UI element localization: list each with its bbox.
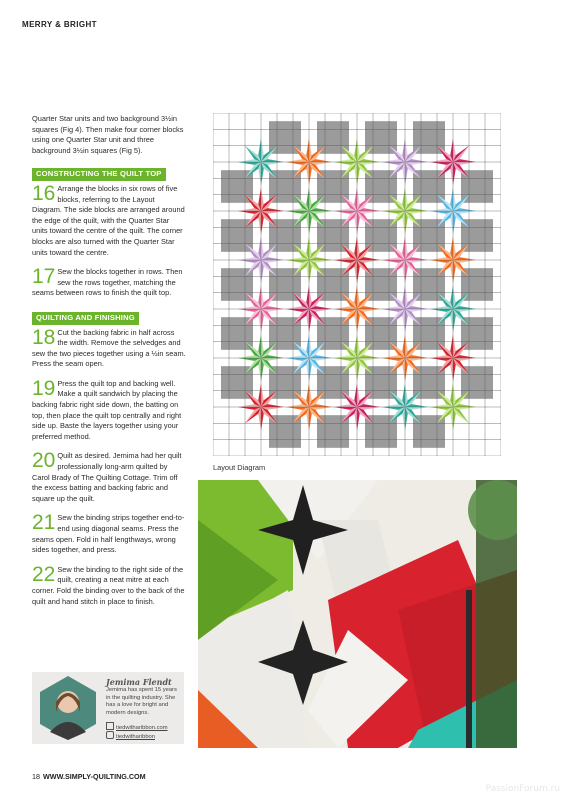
- step-number: 19: [32, 376, 56, 400]
- author-bio: Jemima has spent 15 years in the quilting industry. She has a love for bright and modern designs.: [106, 687, 177, 716]
- step-number: 18: [32, 325, 56, 349]
- step-number: 16: [32, 181, 56, 205]
- intro-paragraph: Quarter Star units and two background 3½in squares (Fig 4). Then make four corner blocks using one Quarter Star unit and three background 3½in squares (Fig 5).: [32, 114, 184, 155]
- step-text: Arrange the blocks in six rows of five blocks, referring to the Layout Diagram. The side blocks are arranged around the edge of the quilt, with the Quarter Star units toward the centre of the quilt. The corner blocks are also turned with the Quarter Star units toward the centre.: [32, 183, 185, 257]
- section-heading-constructing: CONSTRUCTING THE QUILT TOP: [32, 168, 166, 181]
- quilt-photo: [198, 480, 517, 748]
- step-19: [32, 376, 186, 443]
- diagram-caption: Layout Diagram: [213, 463, 266, 472]
- author-photo: [36, 676, 100, 740]
- quilt-photo-image: [198, 480, 517, 748]
- step-text: Cut the backing fabric in half across the width. Remove the selvedges and sew the two pieces together using a ½in seam. Press the seam open.: [32, 327, 186, 369]
- step-21: [32, 513, 186, 555]
- author-box: [32, 672, 184, 744]
- step-number: 20: [32, 449, 56, 473]
- step-text: Sew the binding to the right side of the quilt, creating a neat mitre at each corner. Fold the binding over to the back of the quilt and hand stitch in place to finish.: [32, 564, 185, 606]
- author-website-link[interactable]: tiedwitharibbon.com: [106, 722, 168, 731]
- step-text: Quilt as desired. Jemima had her quilt professionally long-arm quilted by Carol Brady of The Quilting Cottage. Trim off the excess batting and backing fabric and square up the quilt.: [32, 451, 182, 503]
- step-18: [32, 325, 186, 370]
- step-text: Press the quilt top and backing well. Make a quilt sandwich by placing the backing fabric right side down, the batting on top, then place the quilt top centrally and right side up. Baste the layers together using your preferred method.: [32, 378, 182, 441]
- section-label: MERRY & BRIGHT: [22, 20, 97, 29]
- step-20: [32, 451, 186, 504]
- step-text: Sew the blocks together in rows. Then sew the rows together, matching the seams between rows to finish the quilt top.: [32, 267, 183, 298]
- section-heading-quilting: QUILTING AND FINISHING: [32, 312, 139, 325]
- site-url: WWW.SIMPLY-QUILTING.COM: [43, 772, 146, 781]
- cursor-icon: [106, 722, 114, 730]
- author-instagram-link[interactable]: tiedwitharibbon: [106, 731, 155, 740]
- watermark: PassionForum.ru: [485, 784, 560, 794]
- layout-diagram: [213, 113, 501, 456]
- instagram-icon: [106, 731, 114, 739]
- author-name: Jemima Flendt: [106, 677, 172, 687]
- step-number: 21: [32, 511, 56, 535]
- step-22: [32, 562, 186, 607]
- instructions-column: [32, 114, 186, 616]
- step-number: 17: [32, 265, 56, 289]
- step-number: 22: [32, 562, 56, 586]
- page-number: 18: [32, 772, 40, 781]
- step-16: [32, 181, 186, 258]
- step-text: Sew the binding strips together end-to-end using diagonal seams. Press the seams open. Fold in half lengthways, wrong sides together, and press.: [32, 513, 185, 555]
- step-17: [32, 267, 186, 299]
- page-footer: [32, 772, 146, 781]
